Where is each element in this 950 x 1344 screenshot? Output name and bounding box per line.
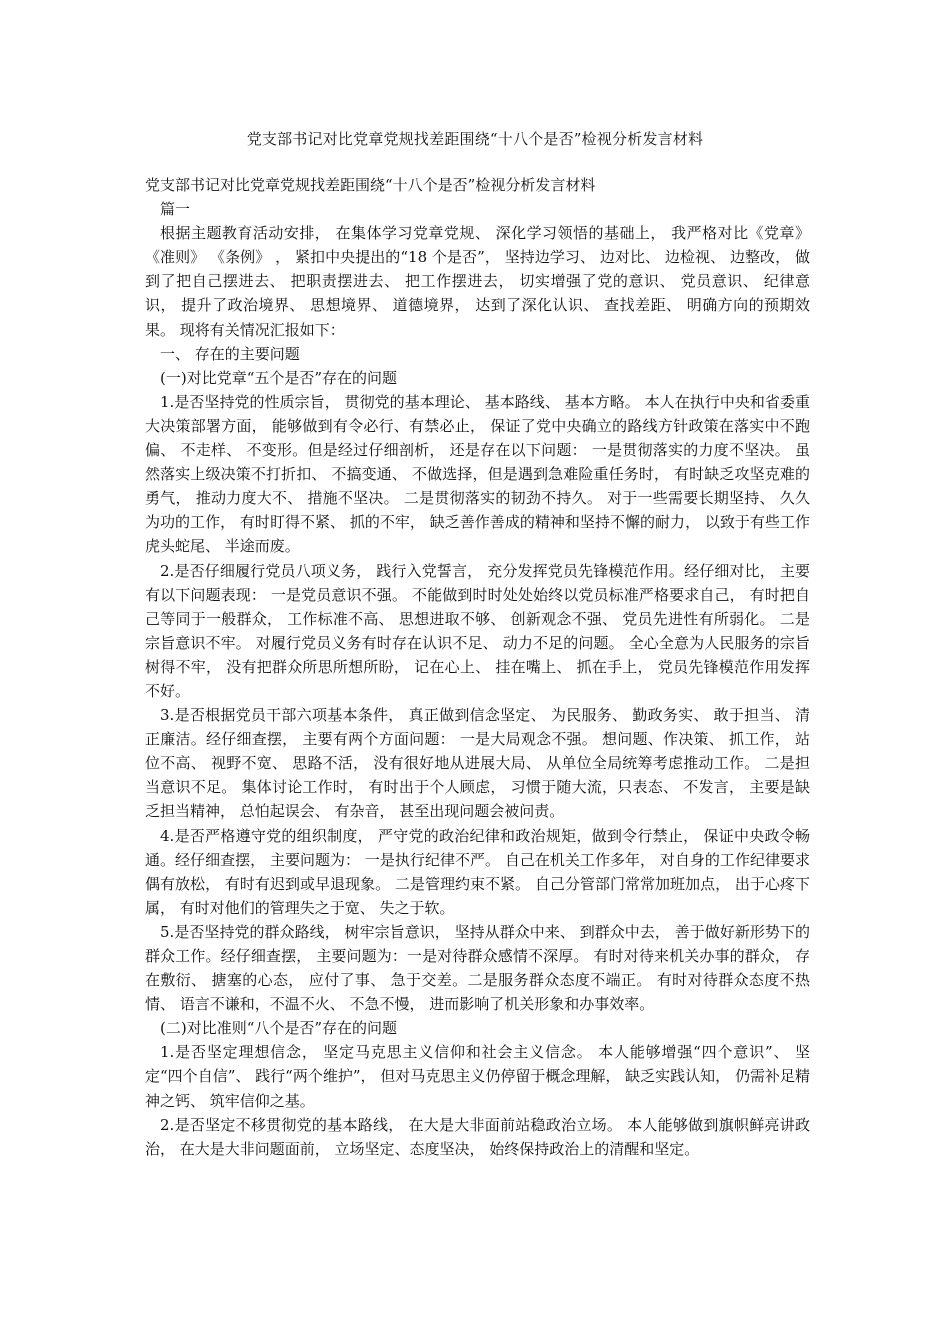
paragraph: 1.是否坚定理想信念， 坚定马克思主义信仰和社会主义信念。 本人能够增强“四个意识”、 坚定“四个自信”、 践行“两个维护”， 但对马克思主义仍停留于概念理解， 缺乏实践认知， 仍需补足精神之钙、 筑牢信仰之基。 <box>145 1043 810 1110</box>
subsection-heading: (二)对比准则“八个是否”存在的问题 <box>160 1019 398 1038</box>
subsection-heading: (一)对比党章“五个是否”存在的问题 <box>160 368 398 387</box>
document-body <box>145 173 810 1161</box>
paragraph: 4.是否严格遵守党的组织制度， 严守党的政治纪律和政治规矩，做到令行禁止， 保证中央政令畅通。经仔细查摆， 主要问题为： 一是执行纪律不严。 自己在机关工作多年， 对自身的工作纪律要求偶有放松， 有时有迟到或早退现象。 二是管理约束不紧。 自己分管部门常常加班加点， 出于心疼下属， 有时对他们的管理失之于宽、 失之于软。 <box>145 826 810 917</box>
paragraph: 3.是否根据党员干部六项基本条件， 真正做到信念坚定、 为民服务、 勤政务实、 敢于担当、 清正廉洁。经仔细查摆， 主要有两个方面问题： 一是大局观念不强。 想问题、作决策、 抓工作， 站位不高、 视野不宽、 思路不活， 没有很好地从进展大局、 从单位全局统筹考虑推动工作。 二是担当意识不足。 集体讨论工作时， 有时出于个人顾虑， 习惯于随大流，只表态、 不发言， 主要是缺乏担当精神， 总怕起误会、 有杂音， 甚至出现问题会被问责。 <box>145 706 810 821</box>
intro-paragraph: 根据主题教育活动安排， 在集体学习党章党规、 深化学习领悟的基础上， 我严格对比《党章》 《准则》 《条例》 ， 紧扣中央提出的“18 个是否”， 坚持边学习、 边对比、 边检视、 边整改， 做到了把自己摆进去、 把职责摆进去、 把工作摆进去， 切实增强了党的意识、 党员意识、 纪律意识， 提升了政治境界、 思想境界、 道德境界， 达到了深化认识、 查找差距、 明确方向的预期效果。 现将有关情况汇报如下： <box>145 224 810 339</box>
paragraph: 2.是否仔细履行党员八项义务， 践行入党誓言， 充分发挥党员先锋模范作用。经仔细对比， 主要有以下问题表现： 一是党员意识不强。 不能做到时时处处始终以党员标准严格要求自己， 有时把自己等同于一般群众， 工作标准不高、 思想进取不够、 创新观念不强、 党员先进性有所弱化。 二是宗旨意识不牢。 对履行党员义务有时存在认识不足、 动力不足的问题。 全心全意为人民服务的宗旨树得不牢， 没有把群众所思所想所盼， 记在心上、 挂在嘴上、 抓在手上， 党员先锋模范作用发挥不好。 <box>145 561 810 700</box>
paragraph: 2.是否坚定不移贯彻党的基本路线， 在大是大非面前站稳政治立场。 本人能够做到旗帜鲜亮讲政治， 在大是大非问题面前， 立场坚定、态度坚决， 始终保持政治上的清醒和坚定。 <box>145 1115 810 1158</box>
section-heading: 一、 存在的主要问题 <box>160 344 300 363</box>
part-label: 篇一 <box>160 200 191 219</box>
paragraph: 1.是否坚持党的性质宗旨， 贯彻党的基本理论、 基本路线、 基本方略。 本人在执行中央和省委重大决策部署方面， 能够做到有令必行、有禁必止， 保证了党中央确立的路线方针政策在落实中不跑偏、 不走样、 不变形。但是经过仔细剖析， 还是存在以下问题： 一是贯彻落实的力度不坚决。 虽然落实上级决策不打折扣、 不搞变通、 不做选择，但是遇到急难险重任务时， 有时缺乏攻坚克难的勇气， 推动力度大不、 措施不坚决。 二是贯彻落实的韧劲不持久。 对于一些需要长期坚持、 久久为功的工作， 有时盯得不紧、 抓的不牢， 缺乏善作善成的精神和坚持不懈的耐力， 以致于有些工作虎头蛇尾、 半途而废。 <box>145 392 810 556</box>
document-subtitle: 党支部书记对比党章党规找差距围绕“十八个是否”检视分析发言材料 <box>145 176 596 194</box>
document-title: 党支部书记对比党章党规找差距围绕“十八个是否”检视分析发言材料 <box>246 130 704 148</box>
paragraph: 5.是否坚持党的群众路线， 树牢宗旨意识， 坚持从群众中来、 到群众中去， 善于做好新形势下的群众工作。经仔细查摆， 主要问题为：一是对待群众感情不深厚。 有时对待来机关办事的群众， 存在敷衍、 搪塞的心态， 应付了事、 急于交差。二是服务群众态度不端正。 有时对待群众态度不热情、 语言不谦和，不温不火、 不急不慢， 进而影响了机关形象和办事效率。 <box>145 922 810 1014</box>
